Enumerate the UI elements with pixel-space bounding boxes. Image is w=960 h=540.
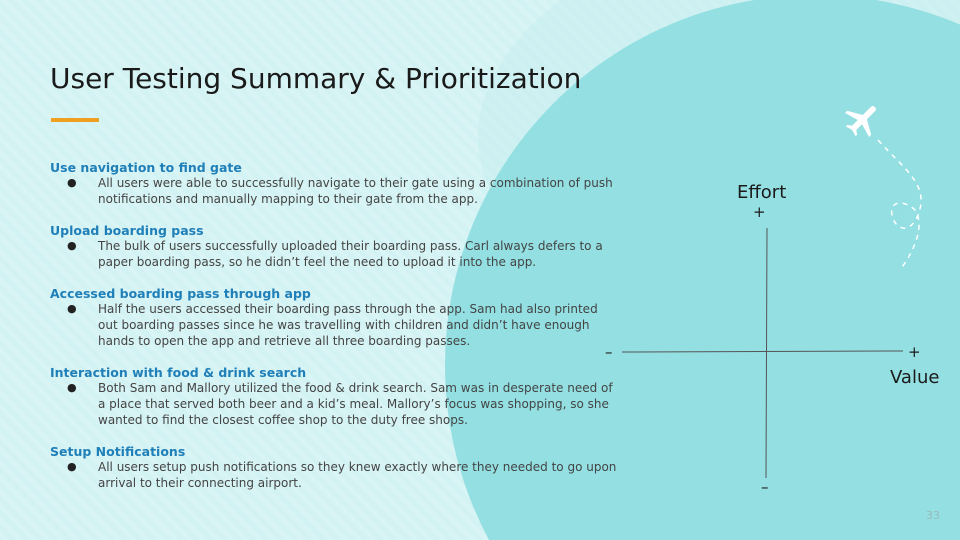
value-axis-label: Value bbox=[890, 367, 940, 388]
finding-text: The bulk of users successfully uploaded their boarding pass. Carl always defers to a paper boarding pass, so he didn’t feel the need to upload it into the app. bbox=[98, 239, 603, 269]
value-minus-sign: – bbox=[605, 343, 613, 361]
finding-bullet bbox=[50, 175, 620, 207]
effort-plus-sign: + bbox=[753, 203, 766, 221]
bullet-dot: ● bbox=[67, 239, 77, 252]
page-title: User Testing Summary & Prioritization bbox=[50, 62, 582, 95]
finding-heading: Use navigation to find gate bbox=[50, 160, 242, 175]
finding-heading: Upload boarding pass bbox=[50, 223, 204, 238]
finding-food-search bbox=[50, 365, 620, 428]
finding-heading: Interaction with food & drink search bbox=[50, 365, 307, 380]
finding-heading: Setup Notifications bbox=[50, 444, 186, 459]
finding-notifications bbox=[50, 444, 620, 491]
page-number: 33 bbox=[926, 509, 940, 522]
value-plus-sign: + bbox=[908, 343, 921, 361]
finding-text: Half the users accessed their boarding pass through the app. Sam had also printed out boarding passes since he was travelling with children and didn’t have enough hands to open the app and retrieve all three boarding passes. bbox=[98, 302, 598, 348]
effort-axis-label: Effort bbox=[737, 182, 787, 203]
bullet-dot: ● bbox=[67, 176, 77, 189]
finding-bullet bbox=[50, 380, 620, 428]
finding-bullet bbox=[50, 238, 620, 270]
finding-text: All users setup push notifications so they knew exactly where they needed to go upon arrival to their connecting airport. bbox=[98, 460, 617, 490]
title-underline bbox=[51, 118, 99, 122]
finding-bullet bbox=[50, 459, 620, 491]
finding-bullet bbox=[50, 301, 620, 349]
finding-text: All users were able to successfully navigate to their gate using a combination of push notifications and manually mapping to their gate from the app. bbox=[98, 176, 613, 206]
finding-access-pass bbox=[50, 286, 620, 349]
bullet-dot: ● bbox=[67, 381, 77, 394]
findings-list bbox=[50, 160, 620, 507]
finding-upload-pass bbox=[50, 223, 620, 270]
effort-minus-sign: – bbox=[761, 478, 769, 496]
finding-text: Both Sam and Mallory utilized the food & drink search. Sam was in desperate need of a place that served both beer and a kid’s meal. Mallory’s focus was shopping, so she wanted to find the closest coffee shop to the duty free shops. bbox=[98, 381, 613, 427]
finding-navigation bbox=[50, 160, 620, 207]
bullet-dot: ● bbox=[67, 302, 77, 315]
bullet-dot: ● bbox=[67, 460, 77, 473]
finding-heading: Accessed boarding pass through app bbox=[50, 286, 311, 301]
